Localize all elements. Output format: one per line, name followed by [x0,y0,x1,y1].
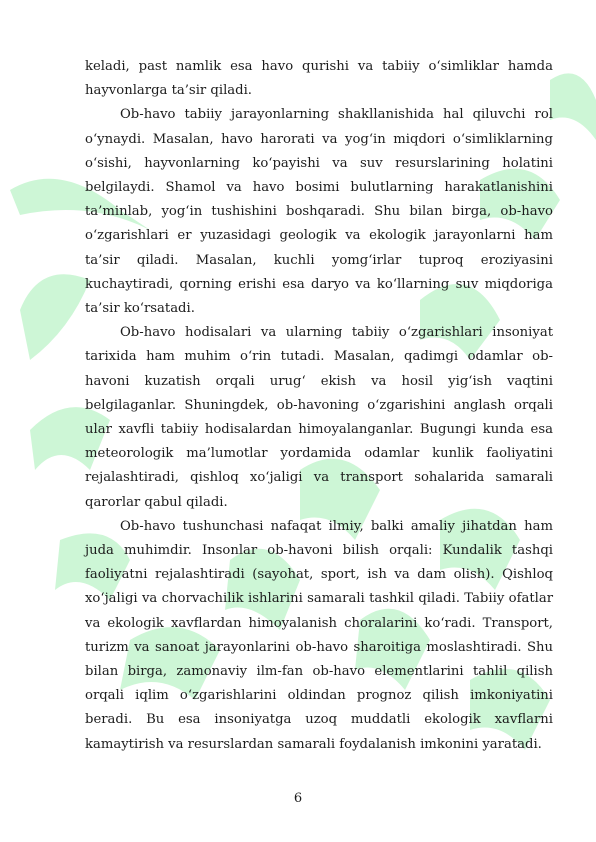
paragraph-weather-history: Ob-havo hodisalari va ularning tabiiy o‘zgarishlari insoniyat tarixida ham muhim o‘rin tutadi. Masalan, qadimgi odamlar ob-havoni kuzatish orqali urug‘ ekish va hosil yig‘ish vaqtini belgilaganlar. Shuningdek, ob-havoning o‘zgarishini anglash orqali ular xavfli tabiiy hodisalardan himoyalanganlar. Bugungi kunda esa meteorologik ma’lumotlar yordamida odamlar kunlik faoliyatini rejalashtiradi, qishloq xo‘jaligi va transport sohalarida samarali qarorlar qabul qiladi. [85,325,553,510]
watermark-stroke [550,73,596,140]
page-number: 6 [293,791,303,806]
watermark-stroke [20,274,90,360]
paragraph-continuation: keladi, past namlik esa havo qurishi va tabiiy o‘simliklar hamda hayvonlarga ta’sir qiladi. [85,59,553,99]
paragraph-weather-importance: Ob-havo tushunchasi nafaqat ilmiy, balki amaliy jihatdan ham juda muhimdir. Insonlar ob-havoni bilish orqali: Kundalik tashqi faoliyatni rejalashtiradi (sayohat, sport, ish va dam olish). Qishloq xo‘jaligi va chorvachilik ishlarini samarali tashkil qiladi. Tabiiy ofatlar va ekologik xavflardan himoyalanish choralarini ko‘radi. Transport, turizm va sanoat jarayonlarini ob-havo sharoitiga moslashtiradi. Shu bilan birga, zamonaviy ilm-fan ob-havo elementlarini tahlil qilish orqali iqlim o‘zgarishlarini oldindan prognoz qilish imkoniyatini beradi. Bu esa insoniyatga uzoq muddatli ekologik xavflarni kamaytirish va resurslardan samarali foydalanish imkonini yaratadi. [85,518,553,752]
paragraph-weather-natural-processes: Ob-havo tabiiy jarayonlarning shakllanishida hal qiluvchi rol o‘ynaydi. Masalan, havo harorati va yog‘in miqdori o‘simliklarning o‘sishi, hayvonlarning ko‘payishi va suv resurslarining holatini belgilaydi. Shamol va havo bosimi bulutlarning harakatlanishini ta’minlab, yog‘in tushishini boshqaradi. Shu bilan birga, ob-havo o‘zgarishlari er yuzasidagi geologik va ekologik jarayonlarni ham ta’sir qiladi. Masalan, kuchli yomg‘irlar tuproq eroziyasini kuchaytiradi, qorning erishi esa daryo va ko‘llarning suv miqdoriga ta’sir ko‘rsatadi. [85,107,553,317]
page-body [85,55,553,757]
